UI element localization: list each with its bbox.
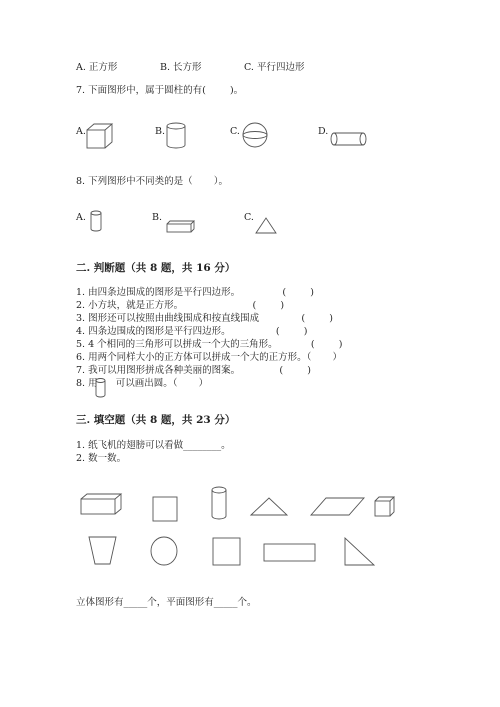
cylinder-icon [166, 122, 188, 150]
q8-label-a: A. [76, 212, 86, 223]
square-icon [212, 537, 242, 567]
fill-q2: 2. 数一数。 [76, 453, 127, 464]
q7-label-d: D. [318, 126, 329, 137]
q6-option-a: A. 正方形 [76, 62, 118, 73]
q7-label-a: A. [76, 126, 86, 137]
section2-heading: 二. 判断题（共 8 题，共 16 分） [76, 262, 236, 274]
rectangle-icon [263, 543, 317, 563]
parallelogram-icon [310, 496, 366, 518]
judge-item-3: 3. 图形还可以按照由曲线围成和按直线围成 ( ) [76, 313, 333, 324]
lying-cylinder-icon [330, 132, 370, 148]
judge-item-5: 5. 4 个相同的三角形可以拼成一个大的三角形。 ( ) [76, 339, 343, 350]
q6-option-c: C. 平行四边形 [244, 62, 305, 73]
square-icon [152, 496, 180, 522]
judge-item-2: 2. 小方块，就是正方形。 ( ) [76, 300, 285, 311]
q6-option-b: B. 长方形 [160, 62, 202, 73]
section3-heading: 三. 填空题（共 8 题，共 23 分） [76, 414, 236, 426]
judge-item-7: 7. 我可以用图形拼成各种美丽的图案。 ( ) [76, 365, 311, 376]
fill-q1: 1. 纸飞机的翅膀可以看做________。 [76, 440, 231, 451]
cuboid-icon [80, 493, 124, 517]
judge-item-1: 1. 由四条边围成的图形是平行四边形。 ( ) [76, 287, 314, 298]
triangle-icon [250, 496, 290, 518]
cuboid-icon [166, 220, 196, 234]
circle-icon [150, 536, 180, 568]
right-triangle-icon [344, 537, 376, 567]
cube-icon [85, 122, 115, 150]
q8-question: 8. 下列图形中不同类的是（ ）。 [76, 176, 228, 187]
judge-item-8: 8. 用 可以画出圆。（ ） [76, 378, 209, 389]
q8-label-c: C. [244, 212, 254, 223]
cylinder-icon [210, 486, 230, 522]
q7-label-c: C. [230, 126, 240, 137]
judge-item-4: 4. 四条边围成的图形是平行四边形。 ( ) [76, 326, 308, 337]
q7-question: 7. 下面图形中，属于圆柱的有( )。 [76, 85, 244, 96]
trapezoid-icon [88, 536, 118, 566]
small-cylinder-icon [90, 210, 104, 234]
small-cube-icon [374, 496, 398, 520]
sphere-icon [242, 122, 270, 150]
inline-cylinder-icon [95, 378, 107, 400]
judge-item-6: 6. 用两个同样大小的正方体可以拼成一个大的正方形。（ ） [76, 352, 342, 363]
q8-label-b: B. [152, 212, 163, 223]
triangle-icon [255, 217, 279, 235]
q7-label-b: B. [155, 126, 166, 137]
fill-answer-line: 立体图形有_____个，平面图形有_____个。 [76, 597, 257, 608]
